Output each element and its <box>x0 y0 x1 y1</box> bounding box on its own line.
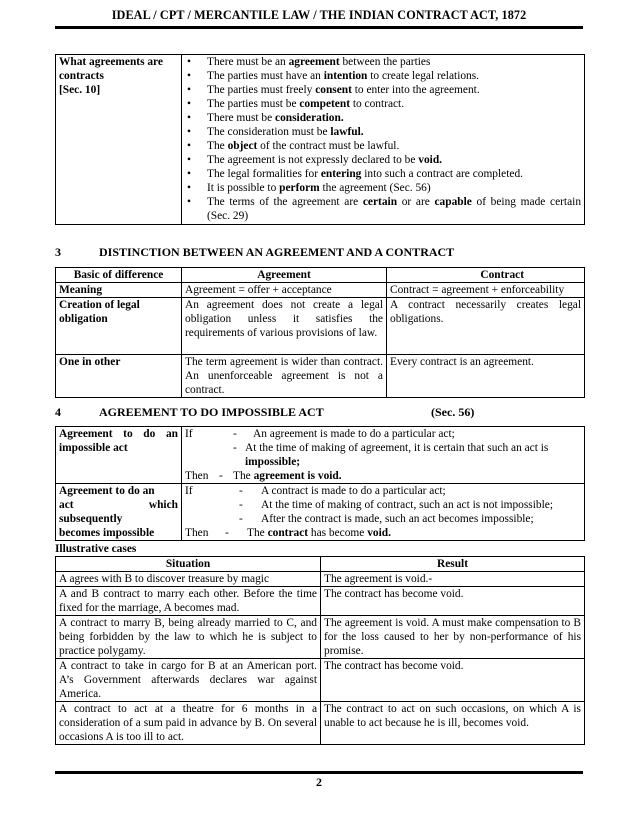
table-row: Agreement to do an act which subsequently becomes impossible If - A contract is made to do a particular act; - At the time of making of contract, such an act is not impossible; - After the contract is made, such an act becomes impossible; Then - The contract has become void. <box>56 484 585 541</box>
column-header: Basic of difference <box>56 268 182 283</box>
illustrative-cases-table <box>55 556 585 745</box>
list-item: • The legal formalities for entering into such a contract are completed. <box>185 167 581 181</box>
list-item: • It is possible to perform the agreement (Sec. 56) <box>185 181 581 195</box>
table-row: A contract to act at a theatre for 6 months in a consideration of a sum paid in advance by B. On several occasions A is too ill to act. The contract to act on such occasions, on which A is unable to act because he is ill, becomes void. <box>56 702 585 745</box>
table-row: Meaning Agreement = offer + acceptance Contract = agreement + enforceability <box>56 283 585 298</box>
footer-rule <box>55 771 583 774</box>
table-header-row <box>56 268 585 283</box>
essentials-list-cell <box>182 55 585 225</box>
column-header: Agreement <box>182 268 387 283</box>
list-item: • There must be consideration. <box>185 111 581 125</box>
list-item: • The object of the contract must be lawful. <box>185 139 581 153</box>
list-item: • There must be an agreement between the parties <box>185 55 581 69</box>
essentials-label: What agreements are contracts [Sec. 10] <box>56 55 182 225</box>
table-row: Creation of legal obligation An agreement does not create a legal obligation unless it satisfies the requirements of various provisions of law. A contract necessarily creates legal obligations. <box>56 298 585 355</box>
distinction-table <box>55 267 585 398</box>
column-header: Contract <box>387 268 585 283</box>
page-number: 2 <box>316 775 322 789</box>
illustrative-cases-title: Illustrative cases <box>55 543 137 555</box>
essentials-table <box>55 54 585 225</box>
list-item: • The terms of the agreement are certain or are capable of being made certain (Sec. 29) <box>185 195 581 223</box>
table-row: A agrees with B to discover treasure by magic The agreement is void.- <box>56 572 585 587</box>
table-row: One in other The term agreement is wider than contract. An unenforceable agreement is not a contract. Every contract is an agreement. <box>56 355 585 398</box>
table-row: A and B contract to marry each other. Before the time fixed for the marriage, A becomes mad. The contract has become void. <box>56 587 585 616</box>
column-header: Result <box>321 557 585 572</box>
list-item: • The parties must be competent to contract. <box>185 97 581 111</box>
list-item: • The parties must freely consent to enter into the agreement. <box>185 83 581 97</box>
column-header: Situation <box>56 557 321 572</box>
table-row: A contract to marry B, being already married to C, and being forbidden by the law to which he is subject to practice polygamy. The agreement is void. A must make compensation to B for the loss caused to her by non-performance of his promise. <box>56 616 585 659</box>
table-row: Agreement to do an impossible act If - An agreement is made to do a particular act; - At the time of making of agreement, it is certain that such an act is impossible; Then - The agreement is void. <box>56 427 585 484</box>
list-item: • The agreement is not expressly declared to be void. <box>185 153 581 167</box>
section-4-reference: (Sec. 56) <box>431 405 475 419</box>
header-rule <box>55 26 583 29</box>
section-3-heading: 3 DISTINCTION BETWEEN AN AGREEMENT AND A CONTRACT <box>55 245 455 259</box>
section-4-heading: 4 AGREEMENT TO DO IMPOSSIBLE ACT (Sec. 56) <box>55 405 475 419</box>
running-header: IDEAL / CPT / MERCANTILE LAW / THE INDIAN CONTRACT ACT, 1872 <box>111 8 527 22</box>
impossible-act-table <box>55 426 585 541</box>
list-item: • The consideration must be lawful. <box>185 125 581 139</box>
table-header-row <box>56 557 585 572</box>
essentials-list <box>185 55 581 223</box>
table-row: A contract to take in cargo for B at an American port. A’s Government afterwards declares war against America. The contract has become void. <box>56 659 585 702</box>
list-item: • The parties must have an intention to create legal relations. <box>185 69 581 83</box>
